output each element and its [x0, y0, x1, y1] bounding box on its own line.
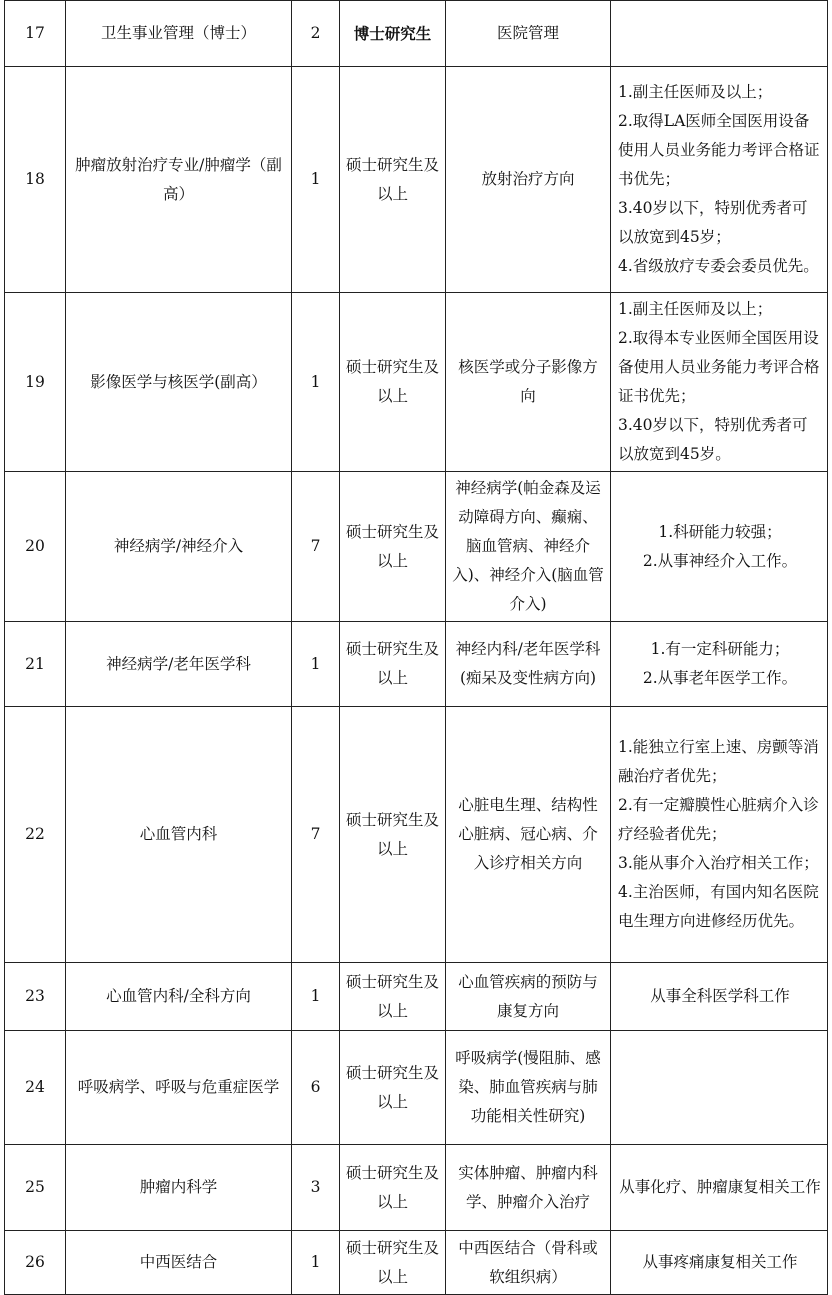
headcount-cell: 7: [292, 472, 340, 622]
direction-cell: 放射治疗方向: [446, 67, 611, 293]
row-number-cell: 18: [5, 67, 66, 293]
requirement-line: 2.从事神经介入工作。: [642, 551, 798, 570]
post-name-cell: 神经病学/老年医学科: [66, 622, 292, 707]
row-number-cell: 20: [5, 472, 66, 622]
post-name-cell: 卫生事业管理（博士）: [66, 1, 292, 67]
education-cell: 博士研究生: [340, 1, 446, 67]
requirement-line: 从事全科医学科工作: [650, 987, 790, 1005]
requirement-line: 从事化疗、肿瘤康复相关工作: [619, 1178, 821, 1196]
direction-cell: 心脏电生理、结构性心脏病、冠心病、介入诊疗相关方向: [446, 707, 611, 963]
education-cell: 硕士研究生及以上: [340, 472, 446, 622]
education-cell: 硕士研究生及以上: [340, 622, 446, 707]
row-number-cell: 26: [5, 1231, 66, 1295]
requirements-cell: [611, 1031, 828, 1145]
education-cell: 硕士研究生及以上: [340, 293, 446, 472]
headcount-cell: 1: [292, 293, 340, 472]
requirements-cell: [611, 622, 828, 707]
education-cell: 硕士研究生及以上: [340, 1145, 446, 1231]
requirement-line: 3.能从事介入治疗相关工作；: [618, 854, 819, 872]
table-row: [5, 1, 828, 67]
requirements-cell: [611, 1231, 828, 1295]
requirement-line: 1.科研能力较强；: [658, 522, 782, 541]
headcount-cell: 1: [292, 1231, 340, 1295]
requirement-line: 2.取得本专业医师全国医用设备使用人员业务能力考评合格证书优先；: [618, 329, 820, 405]
education-cell: 硕士研究生及以上: [340, 1231, 446, 1295]
headcount-cell: 3: [292, 1145, 340, 1231]
requirement-line: 1.副主任医师及以上；: [618, 83, 773, 101]
education-cell: 硕士研究生及以上: [340, 1031, 446, 1145]
direction-cell: 神经病学(帕金森及运动障碍方向、癫痫、脑血管病、神经介入)、神经介入(脑血管介入): [446, 472, 611, 622]
headcount-cell: 1: [292, 963, 340, 1031]
table-row: [5, 622, 828, 707]
requirement-line: 3.40岁以下，特别优秀者可以放宽到45岁；: [618, 199, 808, 246]
table-row: [5, 707, 828, 963]
recruitment-table: [4, 0, 828, 1295]
education-cell: 硕士研究生及以上: [340, 707, 446, 963]
requirements-cell: [611, 963, 828, 1031]
row-number-cell: 22: [5, 707, 66, 963]
headcount-cell: 1: [292, 622, 340, 707]
requirement-line: 从事疼痛康复相关工作: [642, 1253, 798, 1271]
headcount-cell: 2: [292, 1, 340, 67]
requirement-line: 2.从事老年医学工作。: [642, 669, 798, 687]
table-row: [5, 1145, 828, 1231]
headcount-cell: 1: [292, 67, 340, 293]
post-name-cell: 神经病学/神经介入: [66, 472, 292, 622]
requirements-cell: [611, 707, 828, 963]
row-number-cell: 17: [5, 1, 66, 67]
row-number-cell: 21: [5, 622, 66, 707]
requirements-cell: [611, 67, 828, 293]
direction-cell: 中西医结合（骨科或软组织病）: [446, 1231, 611, 1295]
requirement-line: 4.省级放疗专委会委员优先。: [618, 257, 819, 275]
post-name-cell: 呼吸病学、呼吸与危重症医学: [66, 1031, 292, 1145]
post-name-cell: 肿瘤内科学: [66, 1145, 292, 1231]
table-row: [5, 67, 828, 293]
post-name-cell: 心血管内科/全科方向: [66, 963, 292, 1031]
direction-cell: 呼吸病学(慢阻肺、感染、肺血管疾病与肺功能相关性研究): [446, 1031, 611, 1145]
table-row: [5, 1031, 828, 1145]
requirements-cell: [611, 472, 828, 622]
post-name-cell: 中西医结合: [66, 1231, 292, 1295]
requirement-line: 2.取得LA医师全国医用设备使用人员业务能力考评合格证书优先；: [618, 112, 820, 188]
requirement-line: 1.有一定科研能力；: [650, 640, 790, 658]
post-name-cell: 肿瘤放射治疗专业/肿瘤学（副高）: [66, 67, 292, 293]
direction-cell: 神经内科/老年医学科(痴呆及变性病方向): [446, 622, 611, 707]
direction-cell: 核医学或分子影像方向: [446, 293, 611, 472]
direction-cell: 心血管疾病的预防与康复方向: [446, 963, 611, 1031]
row-number-cell: 25: [5, 1145, 66, 1231]
headcount-cell: 7: [292, 707, 340, 963]
table-row: [5, 963, 828, 1031]
table-row: [5, 293, 828, 472]
row-number-cell: 23: [5, 963, 66, 1031]
requirement-line: 2.有一定瓣膜性心脏病介入诊疗经验者优先；: [618, 796, 819, 843]
requirements-cell: [611, 1, 828, 67]
row-number-cell: 19: [5, 293, 66, 472]
headcount-cell: 6: [292, 1031, 340, 1145]
education-cell: 硕士研究生及以上: [340, 67, 446, 293]
direction-cell: 医院管理: [446, 1, 611, 67]
requirement-line: 1.副主任医师及以上；: [618, 300, 773, 318]
post-name-cell: 心血管内科: [66, 707, 292, 963]
education-cell: 硕士研究生及以上: [340, 963, 446, 1031]
row-number-cell: 24: [5, 1031, 66, 1145]
table-row: [5, 1231, 828, 1295]
post-name-cell: 影像医学与核医学(副高）: [66, 293, 292, 472]
requirement-line: 4.主治医师，有国内知名医院电生理方向进修经历优先。: [618, 883, 819, 930]
direction-cell: 实体肿瘤、肿瘤内科学、肿瘤介入治疗: [446, 1145, 611, 1231]
requirement-line: 3.40岁以下，特别优秀者可以放宽到45岁。: [618, 416, 808, 463]
requirement-line: 1.能独立行室上速、房颤等消融治疗者优先；: [618, 738, 819, 785]
table-row: [5, 472, 828, 622]
requirements-cell: [611, 1145, 828, 1231]
requirements-cell: [611, 293, 828, 472]
